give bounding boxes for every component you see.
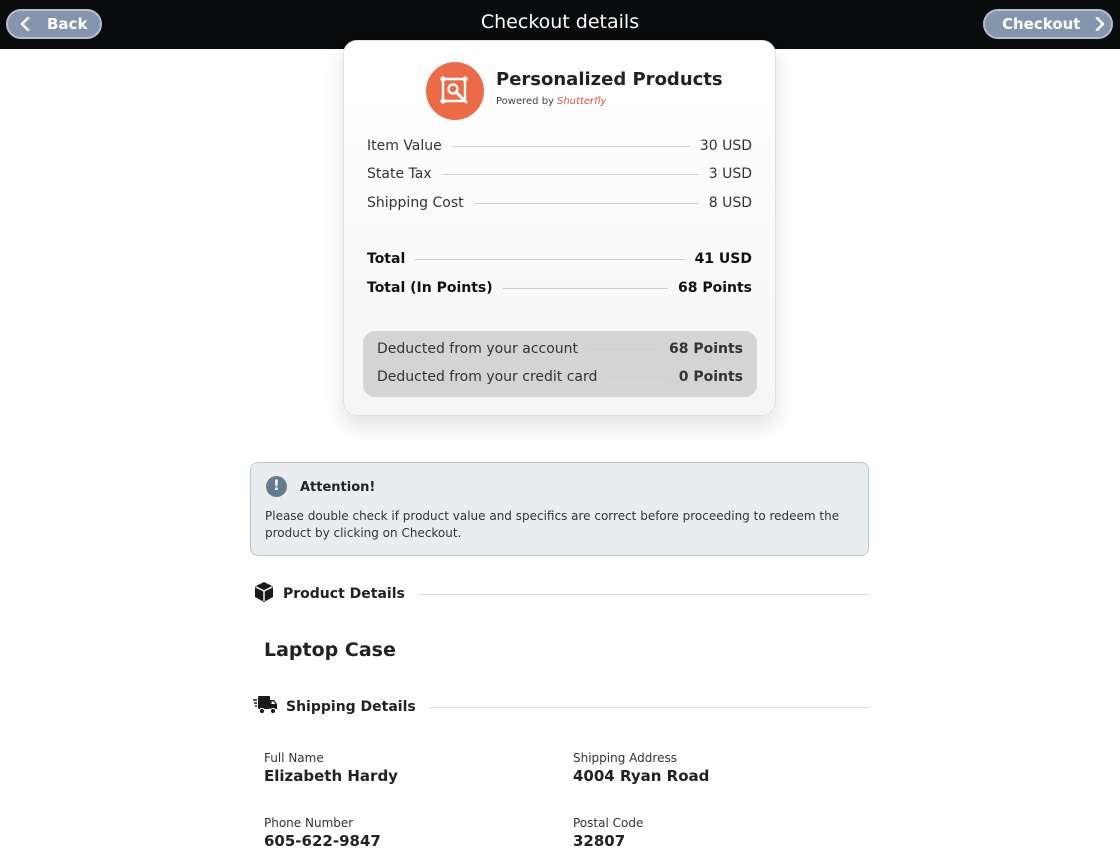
page-title: Checkout details <box>480 11 640 33</box>
postal-code-value: 32807 <box>573 832 626 850</box>
brand-powered-by <box>496 96 606 107</box>
postal-code-field <box>573 816 643 850</box>
shipping-cost-label: Shipping Cost <box>367 195 464 211</box>
leader-line <box>442 174 699 175</box>
brand-logo <box>426 62 484 120</box>
leader-line <box>474 203 699 204</box>
summary-row-total-points <box>367 280 752 296</box>
deduction-box <box>363 331 757 397</box>
item-value-label: Item Value <box>367 138 442 154</box>
postal-code-label: Postal Code <box>573 816 644 830</box>
back-button-label: Back <box>47 15 88 33</box>
exclamation-icon: ! <box>266 476 287 497</box>
total-points-amount: 68 Points <box>677 280 752 296</box>
phone-number-value: 605-622-9847 <box>264 832 381 850</box>
attention-text: Please double check if product value and specifics are correct before proceeding to redeem the product by clicking on Checkout. <box>265 509 840 540</box>
delivery-truck-icon <box>253 694 278 720</box>
summary-row-total <box>367 251 752 267</box>
product-details-header <box>253 582 869 606</box>
phone-number-field <box>264 816 381 850</box>
section-divider <box>419 594 869 595</box>
summary-row-shipping-cost <box>367 195 752 211</box>
leader-line <box>452 146 690 147</box>
deducted-card-label: Deducted from your credit card <box>377 369 598 385</box>
shipping-details-header <box>253 695 869 719</box>
section-divider <box>430 707 869 708</box>
product-details-title: Product Details <box>283 586 405 602</box>
shipping-details-title: Shipping Details <box>286 699 416 715</box>
powered-by-text: Powered by <box>496 96 554 107</box>
checkout-button-label: Checkout <box>1002 15 1081 33</box>
personalized-product-icon <box>439 75 471 107</box>
summary-row-state-tax <box>367 166 752 182</box>
box-icon <box>253 581 275 607</box>
full-name-label: Full Name <box>264 751 324 765</box>
leader-line <box>415 259 684 260</box>
state-tax-amount: 3 USD <box>708 166 752 182</box>
deducted-card-amount: 0 Points <box>678 369 743 385</box>
partner-logo-text: Shutterfly <box>556 96 607 107</box>
deducted-account-row <box>377 341 743 357</box>
chevron-right-icon <box>1094 17 1106 31</box>
total-points-label: Total (In Points) <box>367 280 493 296</box>
full-name-field <box>264 751 398 785</box>
total-label: Total <box>367 251 406 267</box>
shipping-cost-amount: 8 USD <box>708 195 752 211</box>
item-value-amount: 30 USD <box>699 138 752 154</box>
deducted-account-amount: 68 Points <box>668 341 743 357</box>
shipping-address-field <box>573 751 709 785</box>
attention-alert <box>250 462 869 556</box>
attention-title: Attention! <box>300 480 376 495</box>
leader-line <box>607 377 668 378</box>
order-summary-card <box>343 40 776 416</box>
phone-number-label: Phone Number <box>264 816 354 830</box>
shipping-address-label: Shipping Address <box>573 751 677 765</box>
state-tax-label: State Tax <box>367 166 432 182</box>
deducted-account-label: Deducted from your account <box>377 341 579 357</box>
leader-line <box>503 288 668 289</box>
deducted-card-row <box>377 369 743 385</box>
summary-row-item-value <box>367 138 752 154</box>
shipping-address-value: 4004 Ryan Road <box>573 767 710 785</box>
total-amount: 41 USD <box>694 251 752 267</box>
brand-name: Personalized Products <box>496 69 723 90</box>
leader-line <box>588 349 659 350</box>
full-name-value: Elizabeth Hardy <box>264 767 398 785</box>
product-name: Laptop Case <box>264 639 396 661</box>
checkout-button[interactable] <box>983 9 1113 39</box>
